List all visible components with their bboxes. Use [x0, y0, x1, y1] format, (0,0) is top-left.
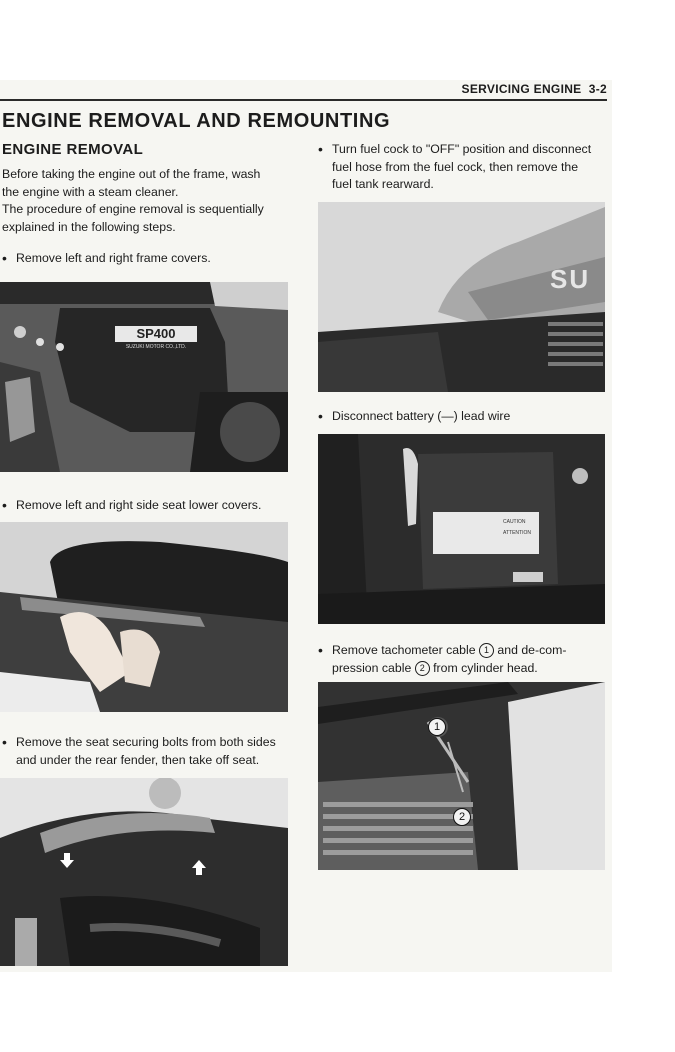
step-seat-lower-covers: • Remove left and right side seat lower covers. — [2, 497, 306, 515]
step-fuel — [318, 141, 610, 194]
step-tachometer — [318, 642, 610, 677]
intro-line: explained in the following steps. — [2, 219, 176, 234]
step-seat-bolts-line: and under the rear fender, then take off seat. — [16, 752, 260, 767]
step-fuel-line: • Turn fuel cock to "OFF" position and disconnect — [318, 141, 610, 159]
photo-battery — [318, 434, 605, 624]
callout-two-marker: 2 — [415, 661, 430, 676]
sp400-badge: SP400 — [136, 326, 176, 341]
step-seat-bolts — [2, 734, 298, 769]
maker-label: SUZUKI MOTOR CO.,LTD. — [125, 344, 187, 350]
photo-seat-lower-covers — [0, 522, 288, 712]
photo-seat-bolts — [0, 778, 288, 966]
photo-fuel-tank — [318, 202, 605, 392]
callout-one: 1 — [428, 718, 446, 736]
photo-cylinder-head — [318, 682, 605, 870]
tank-logo: SU — [550, 264, 591, 294]
step-seat-bolts-line: • Remove the seat securing bolts from both sides — [2, 734, 298, 752]
intro-line: Before taking the engine out of the frame, wash — [2, 167, 261, 181]
step-battery: • Disconnect battery (—) lead wire — [318, 408, 622, 426]
tacho-text: from cylinder head. — [433, 660, 538, 675]
tacho-text: and de-com- — [497, 643, 567, 657]
battery-caution-label: CAUTION — [503, 519, 526, 525]
intro-paragraph — [2, 166, 292, 236]
page-title: ENGINE REMOVAL AND REMOUNTING — [2, 110, 391, 132]
callout-two: 2 — [453, 808, 471, 826]
page-header — [462, 82, 607, 96]
callout-one-marker: 1 — [479, 643, 494, 658]
step-fuel-line: fuel hose from the fuel cock, then remove the — [332, 159, 579, 174]
section-subtitle: ENGINE REMOVAL — [2, 141, 144, 158]
tacho-text: pression cable — [332, 660, 412, 675]
intro-line: the engine with a steam cleaner. — [2, 184, 179, 199]
photo-frame-cover — [0, 282, 288, 472]
intro-line: The procedure of engine removal is sequentially — [2, 202, 264, 216]
section-name: SERVICING ENGINE — [461, 82, 582, 96]
tacho-text: Remove tachometer cable — [332, 643, 476, 657]
step-fuel-line: fuel tank rearward. — [332, 177, 434, 191]
page-number: 3-2 — [588, 82, 607, 96]
step-tachometer-line — [318, 642, 610, 660]
header-rule — [0, 99, 607, 101]
step-frame-covers: • Remove left and right frame covers. — [2, 250, 296, 268]
step-tachometer-line — [318, 660, 610, 678]
battery-attention-label: ATTENTION — [503, 530, 531, 536]
